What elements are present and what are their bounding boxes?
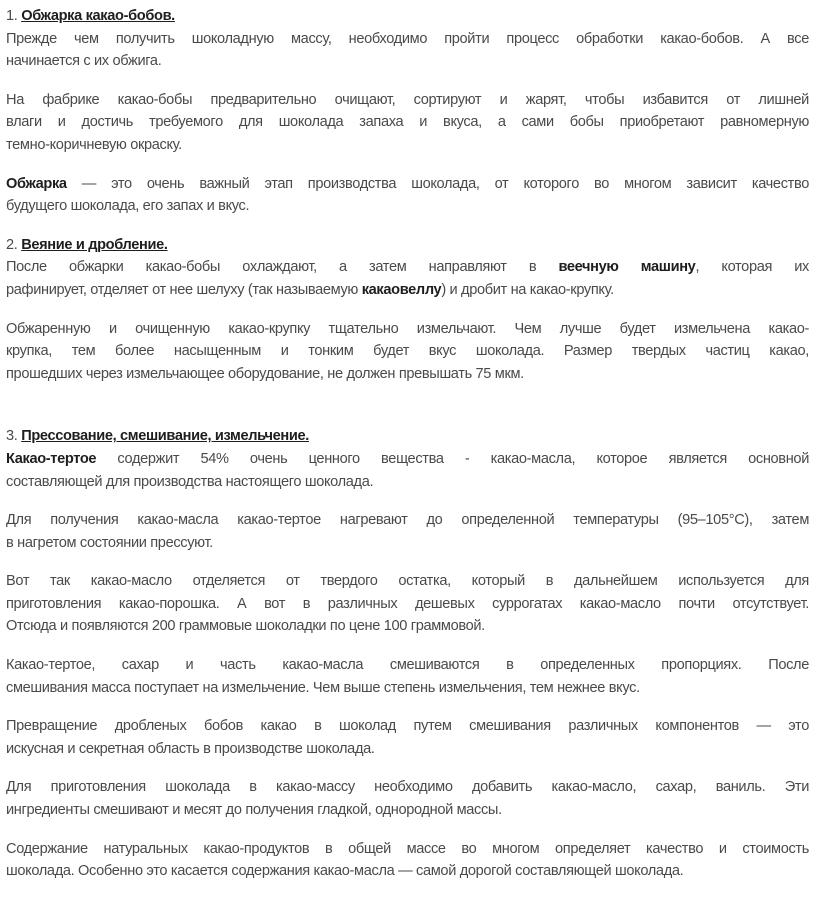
text-segment: составляющей для производства настоящего шоколада. — [6, 473, 374, 490]
text-line — [6, 256, 809, 279]
text-segment: рафинирует, отделяет от нее шелуху (так называемую — [6, 281, 362, 298]
paragraph — [6, 318, 809, 386]
text-line — [6, 279, 809, 302]
text-segment: Содержание натуральных какао-продуктов в общей массе во многом определяет качество и стоимость — [6, 840, 809, 857]
bold-term: веечную машину — [558, 259, 696, 276]
text-line — [6, 340, 809, 363]
text-segment: ) и дробит на какао-крупку. — [441, 281, 614, 298]
text-segment: шоколада. Особенно это касается содержания какао-масла — самой дорогой составляющей шоколада. — [6, 863, 684, 880]
text-line — [6, 448, 809, 471]
section-title: Прессование, смешивание, измельчение. — [21, 428, 309, 445]
text-segment: влаги и достичь требуемого для шоколада запаха и вкуса, а сами бобы приобретают равномерную — [6, 114, 809, 131]
text-line — [6, 776, 809, 799]
text-line — [6, 593, 809, 616]
paragraph — [6, 89, 809, 157]
section-heading — [6, 234, 809, 257]
section — [6, 5, 809, 218]
text-line — [6, 318, 809, 341]
bold-term: какаовеллу — [361, 281, 442, 298]
text-line — [6, 860, 809, 883]
paragraph — [6, 509, 809, 554]
section-title: Обжарка какао-бобов. — [21, 8, 175, 24]
text-line — [6, 654, 809, 677]
text-segment: прошедших через измельчающее оборудование, не должен превышать 75 мкм. — [6, 365, 524, 382]
text-line — [6, 50, 809, 73]
text-line — [6, 173, 809, 196]
text-segment: Вот так какао-масло отделяется от твердого остатка, который в дальнейшем используется для — [6, 573, 809, 590]
text-line — [6, 509, 809, 532]
paragraph — [6, 715, 809, 760]
text-segment: начинается с их обжига. — [6, 53, 162, 70]
text-line — [6, 28, 809, 51]
section-number: 1. — [6, 8, 22, 24]
text-segment: содержит 54% очень ценного вещества - какао-масла, которое является основной — [96, 450, 809, 467]
text-line — [6, 570, 809, 593]
text-line — [6, 134, 809, 157]
text-line — [6, 738, 809, 761]
text-segment: Для получения какао-масла какао-тертое нагревают до определенной температуры (95–105°С), затем — [6, 512, 809, 529]
text-segment: Обжаренную и очищенную какао-крупку тщательно измельчают. Чем лучше будет измельчена какао- — [6, 320, 809, 337]
text-segment: После обжарки какао-бобы охлаждают, а затем направляют в — [6, 259, 559, 276]
text-line — [6, 799, 809, 822]
paragraph — [6, 448, 809, 493]
section-heading — [6, 425, 809, 448]
text-segment: На фабрике какао-бобы предварительно очищают, сортируют и жарят, чтобы избавится от лишней — [6, 91, 809, 108]
text-line — [6, 471, 809, 494]
section-number: 2. — [6, 236, 22, 253]
text-line — [6, 615, 809, 638]
text-segment: искусная и секретная область в производстве шоколада. — [6, 740, 375, 757]
text-segment: Для приготовления шоколада в какао-массу необходимо добавить какао-масло, сахар, ваниль. Эти — [6, 779, 809, 796]
text-segment: Превращение дробленых бобов какао в шоколад путем смешивания различных компонентов — это — [6, 718, 809, 735]
text-line — [6, 677, 809, 700]
paragraph — [6, 256, 809, 301]
text-line — [6, 195, 809, 218]
section-title: Веяние и дробление. — [21, 236, 168, 253]
text-segment: — это очень важный этап производства шоколада, от которого во многом зависит качество — [66, 175, 809, 192]
text-segment: темно-коричневую окраску. — [6, 136, 182, 153]
paragraph — [6, 570, 809, 638]
text-segment: будущего шоколада, его запах и вкус. — [6, 198, 250, 215]
paragraph — [6, 838, 809, 883]
bold-term: Обжарка — [6, 175, 67, 192]
text-segment: приготовления какао-порошка. А вот в различных дешевых суррогатах какао-масло почти отсутствует. — [6, 595, 809, 612]
text-segment: , которая их — [695, 259, 809, 276]
text-segment: крупка, тем более насыщенным и тонким будет вкус шоколада. Размер твердых частиц какао, — [6, 343, 809, 360]
text-segment: в нагретом состоянии прессуют. — [6, 534, 213, 551]
text-line — [6, 111, 809, 134]
text-segment: Прежде чем получить шоколадную массу, необходимо пройти процесс обработки какао-бобов. А все — [6, 30, 809, 47]
text-line — [6, 715, 809, 738]
section-heading — [6, 5, 809, 28]
paragraph — [6, 776, 809, 821]
bold-term: Какао-тертое — [6, 450, 97, 467]
paragraph — [6, 28, 809, 73]
text-segment: Отсюда и появляются 200 граммовые шоколадки по цене 100 граммовой. — [6, 618, 485, 635]
text-segment: Какао-тертое, сахар и часть какао-масла смешиваются в определенных пропорциях. После — [6, 657, 809, 674]
text-line — [6, 838, 809, 861]
section — [6, 425, 809, 883]
section — [6, 234, 809, 386]
paragraph — [6, 173, 809, 218]
text-line — [6, 89, 809, 112]
text-segment: ингредиенты смешивают и месят до получения гладкой, однородной массы. — [6, 802, 502, 819]
text-line — [6, 363, 809, 386]
section-number: 3. — [6, 428, 22, 445]
text-line — [6, 532, 809, 555]
text-segment: смешивания масса поступает на измельчение. Чем выше степень измельчения, тем нежнее вкус. — [6, 679, 640, 696]
paragraph — [6, 654, 809, 699]
